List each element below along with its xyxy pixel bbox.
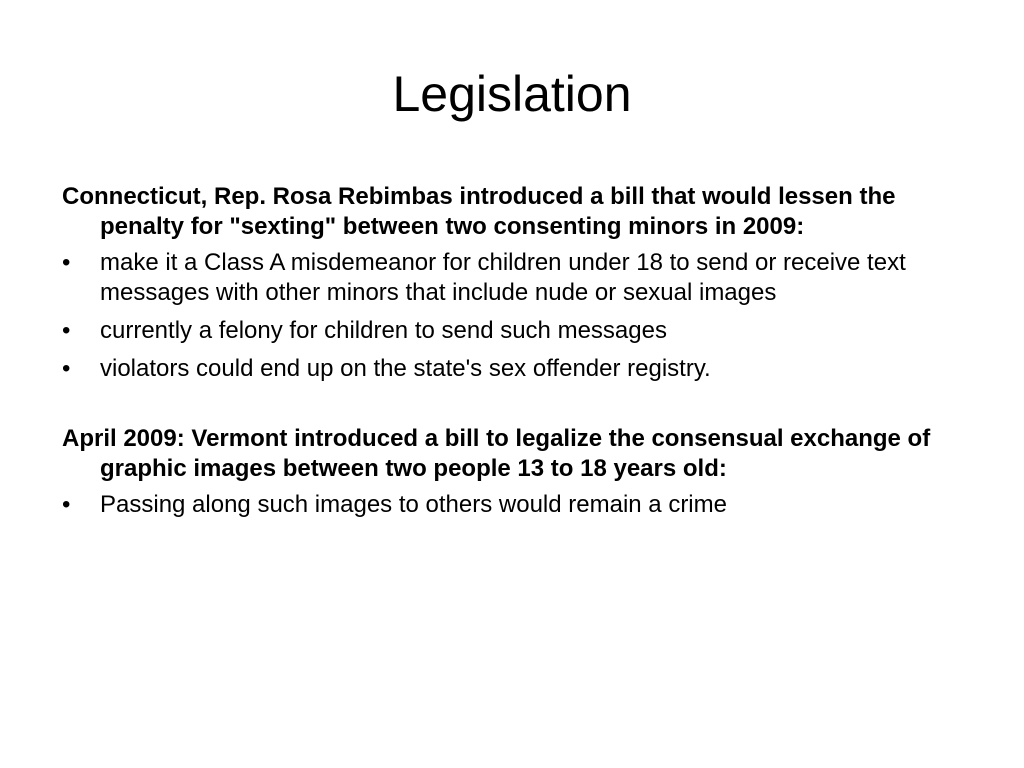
bullet-text: violators could end up on the state's sex offender registry. bbox=[100, 355, 711, 382]
bullet-dot-icon: • bbox=[62, 355, 71, 382]
bullet-dot-icon: • bbox=[62, 491, 71, 518]
bullet-dot-icon: • bbox=[62, 317, 71, 344]
bullet-list bbox=[62, 248, 962, 384]
bullet-item bbox=[62, 354, 962, 384]
slide-title: Legislation bbox=[392, 66, 632, 122]
section-heading: April 2009: Vermont introduced a bill to legalize the consensual exchange of graphic images between two people 13 to 18 years old: bbox=[62, 425, 931, 482]
bullet-dot-icon: • bbox=[62, 249, 71, 276]
section-spacer bbox=[62, 392, 962, 424]
section-connecticut bbox=[62, 182, 962, 384]
bullet-text: make it a Class A misdemeanor for children under 18 to send or receive text messages with other minors that include nude or sexual images bbox=[100, 249, 906, 306]
section-vermont bbox=[62, 424, 962, 520]
bullet-item bbox=[62, 316, 962, 346]
bullet-list bbox=[62, 490, 962, 520]
bullet-item bbox=[62, 248, 962, 308]
bullet-text: Passing along such images to others would remain a crime bbox=[100, 491, 727, 518]
slide-body bbox=[62, 182, 962, 528]
bullet-item bbox=[62, 490, 962, 520]
bullet-text: currently a felony for children to send such messages bbox=[100, 317, 667, 344]
section-heading: Connecticut, Rep. Rosa Rebimbas introduced a bill that would lessen the penalty for "sexting" between two consenting minors in 2009: bbox=[62, 183, 896, 240]
